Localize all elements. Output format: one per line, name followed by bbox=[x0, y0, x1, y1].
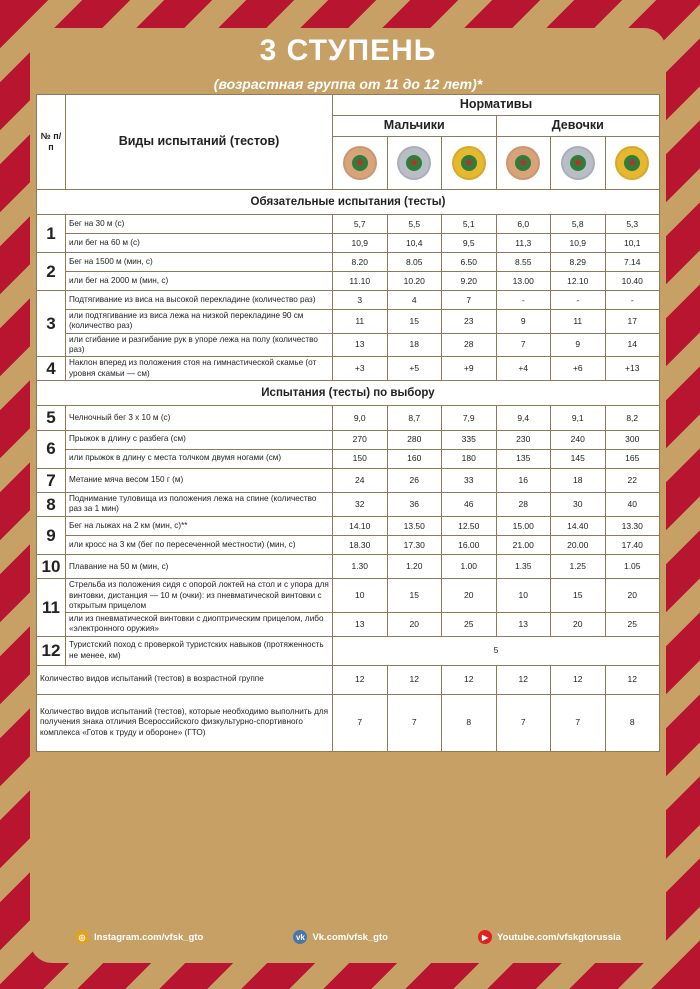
vk-icon: vk bbox=[293, 930, 307, 944]
norm-value: 14 bbox=[605, 333, 660, 357]
norm-value: 1.30 bbox=[333, 555, 388, 579]
badge-star: ★ bbox=[518, 157, 529, 169]
norm-value: 16.00 bbox=[442, 536, 497, 555]
norm-value: 4 bbox=[387, 291, 442, 310]
norm-value: 14.40 bbox=[551, 517, 606, 536]
norm-value: 7 bbox=[496, 333, 551, 357]
norm-value: 13 bbox=[496, 613, 551, 637]
norm-value: 9,4 bbox=[496, 406, 551, 430]
norm-value: - bbox=[496, 291, 551, 310]
test-number: 9 bbox=[37, 517, 66, 555]
total-value: 7 bbox=[387, 694, 442, 751]
test-name: Челночный бег 3 х 10 м (с) bbox=[66, 406, 333, 430]
norm-value: 13 bbox=[333, 613, 388, 637]
norm-value: 280 bbox=[387, 430, 442, 449]
silver-badge-icon bbox=[561, 146, 595, 180]
norm-value: 8.29 bbox=[551, 253, 606, 272]
norm-value: 13.30 bbox=[605, 517, 660, 536]
test-name: или подтягивание из виса лежа на низкой перекладине 90 см (количество раз) bbox=[66, 310, 333, 334]
norm-value: 10 bbox=[496, 579, 551, 613]
norm-value: 9,0 bbox=[333, 406, 388, 430]
norm-value: 240 bbox=[551, 430, 606, 449]
total-row bbox=[37, 694, 660, 751]
norm-value: 9 bbox=[496, 310, 551, 334]
total-value: 12 bbox=[551, 665, 606, 694]
table-row bbox=[37, 430, 660, 449]
norm-value: 6.50 bbox=[442, 253, 497, 272]
table-row bbox=[37, 406, 660, 430]
total-value: 8 bbox=[605, 694, 660, 751]
norm-value: 5 bbox=[333, 636, 660, 665]
table-row bbox=[37, 517, 660, 536]
norm-value: 11,3 bbox=[496, 234, 551, 253]
norm-value: 14.10 bbox=[333, 517, 388, 536]
norm-value: 6,0 bbox=[496, 215, 551, 234]
norm-value: 1.00 bbox=[442, 555, 497, 579]
total-value: 12 bbox=[605, 665, 660, 694]
table-row bbox=[37, 253, 660, 272]
col-tests-header: Виды испытаний (тестов) bbox=[66, 95, 333, 190]
table-row bbox=[37, 310, 660, 334]
norm-value: 15 bbox=[387, 310, 442, 334]
vk-link[interactable]: vk Vk.com/vfsk_gto bbox=[293, 930, 388, 944]
norm-value: 9,1 bbox=[551, 406, 606, 430]
norm-value: 1.25 bbox=[551, 555, 606, 579]
norm-value: 13.00 bbox=[496, 272, 551, 291]
col-number-header: № п/п bbox=[37, 95, 66, 190]
total-row bbox=[37, 665, 660, 694]
norm-value: 46 bbox=[442, 492, 497, 516]
test-name: Подтягивание из виса на высокой перекладине (количество раз) bbox=[66, 291, 333, 310]
norm-value: 18 bbox=[551, 468, 606, 492]
page-title: 3 СТУПЕНЬ bbox=[259, 34, 437, 67]
test-number: 4 bbox=[37, 357, 66, 381]
medal-cell bbox=[551, 137, 606, 190]
norm-value: +6 bbox=[551, 357, 606, 381]
badge-star: ★ bbox=[409, 157, 420, 169]
page-card bbox=[30, 28, 666, 963]
test-number: 2 bbox=[37, 253, 66, 291]
medal-wrap bbox=[391, 146, 439, 180]
norm-value: 18.30 bbox=[333, 536, 388, 555]
norm-value: 11 bbox=[551, 310, 606, 334]
table-row bbox=[37, 291, 660, 310]
norm-value: 8.55 bbox=[496, 253, 551, 272]
girls-header: Девочки bbox=[496, 116, 660, 137]
norm-value: 8.05 bbox=[387, 253, 442, 272]
norm-value: 7.14 bbox=[605, 253, 660, 272]
test-name: или кросс на 3 км (бег по пересеченной местности) (мин, с) bbox=[66, 536, 333, 555]
norm-value: 15 bbox=[551, 579, 606, 613]
medal-cell bbox=[442, 137, 497, 190]
norm-value: 15.00 bbox=[496, 517, 551, 536]
test-number: 6 bbox=[37, 430, 66, 468]
norm-value: 5,8 bbox=[551, 215, 606, 234]
table-row bbox=[37, 536, 660, 555]
norm-value: 5,1 bbox=[442, 215, 497, 234]
norm-value: 160 bbox=[387, 449, 442, 468]
norm-value: 300 bbox=[605, 430, 660, 449]
youtube-link[interactable]: ▶ Youtube.com/vfskgtorussia bbox=[478, 930, 621, 944]
instagram-icon: ◎ bbox=[75, 930, 89, 944]
table-row bbox=[37, 333, 660, 357]
page-subtitle: (возрастная группа от 11 до 12 лет)* bbox=[213, 76, 483, 92]
badge-star: ★ bbox=[354, 157, 365, 169]
norm-value: 5,7 bbox=[333, 215, 388, 234]
norm-value: 13.50 bbox=[387, 517, 442, 536]
test-name: или бег на 2000 м (мин, с) bbox=[66, 272, 333, 291]
total-value: 7 bbox=[333, 694, 388, 751]
norm-value: 10.40 bbox=[605, 272, 660, 291]
norms-table bbox=[36, 94, 660, 752]
norm-value: 17 bbox=[605, 310, 660, 334]
norm-value: 9.20 bbox=[442, 272, 497, 291]
gold-badge-icon bbox=[615, 146, 649, 180]
total-label: Количество видов испытаний (тестов), которые необходимо выполнить для получения знака отличия Всероссийского физкультурно-спортивного комплекса «Готов к труду и обороне» (ГТО) bbox=[37, 694, 333, 751]
norm-value: 7 bbox=[442, 291, 497, 310]
test-name: Бег на лыжах на 2 км (мин, с)** bbox=[66, 517, 333, 536]
norm-value: 10,9 bbox=[551, 234, 606, 253]
bronze-badge-icon bbox=[506, 146, 540, 180]
test-number: 3 bbox=[37, 291, 66, 357]
youtube-icon: ▶ bbox=[478, 930, 492, 944]
norm-value: 25 bbox=[442, 613, 497, 637]
medal-cell bbox=[605, 137, 660, 190]
norm-value: 10 bbox=[333, 579, 388, 613]
norm-value: 1.05 bbox=[605, 555, 660, 579]
test-name: или из пневматической винтовки с диоптрическим прицелом, либо «электронного оружия» bbox=[66, 613, 333, 637]
norm-value: 12.10 bbox=[551, 272, 606, 291]
table-row bbox=[37, 215, 660, 234]
norm-value: 28 bbox=[496, 492, 551, 516]
test-name: Бег на 1500 м (мин, с) bbox=[66, 253, 333, 272]
badge-star: ★ bbox=[572, 157, 583, 169]
medal-cell bbox=[333, 137, 388, 190]
norm-value: 5,3 bbox=[605, 215, 660, 234]
norm-value: 36 bbox=[387, 492, 442, 516]
norm-value: - bbox=[551, 291, 606, 310]
norm-value: 28 bbox=[442, 333, 497, 357]
norm-value: - bbox=[605, 291, 660, 310]
test-name: Наклон вперед из положения стоя на гимнастической скамье (от уровня скамьи — см) bbox=[66, 357, 333, 381]
table-row bbox=[37, 468, 660, 492]
bronze-badge-icon bbox=[343, 146, 377, 180]
norm-value: 3 bbox=[333, 291, 388, 310]
norm-value: 9,5 bbox=[442, 234, 497, 253]
test-number: 7 bbox=[37, 468, 66, 492]
norm-value: 22 bbox=[605, 468, 660, 492]
norm-value: 8,7 bbox=[387, 406, 442, 430]
total-value: 7 bbox=[496, 694, 551, 751]
norm-value: 8,2 bbox=[605, 406, 660, 430]
medal-wrap bbox=[554, 146, 602, 180]
norm-value: 23 bbox=[442, 310, 497, 334]
test-number: 5 bbox=[37, 406, 66, 430]
table-row bbox=[37, 492, 660, 516]
norm-value: +9 bbox=[442, 357, 497, 381]
test-number: 8 bbox=[37, 492, 66, 516]
medal-cell bbox=[496, 137, 551, 190]
instagram-link[interactable]: ◎ Instagram.com/vfsk_gto bbox=[75, 930, 203, 944]
section-optional-label: Испытания (тесты) по выбору bbox=[37, 381, 660, 406]
total-value: 12 bbox=[333, 665, 388, 694]
norm-value: 11.10 bbox=[333, 272, 388, 291]
norm-value: 270 bbox=[333, 430, 388, 449]
medal-wrap bbox=[609, 146, 657, 180]
medal-cell bbox=[387, 137, 442, 190]
norm-value: 20 bbox=[442, 579, 497, 613]
norm-value: 18 bbox=[387, 333, 442, 357]
section-mandatory bbox=[37, 190, 660, 215]
norm-value: 32 bbox=[333, 492, 388, 516]
test-name: или прыжок в длину с места толчком двумя ногами (см) bbox=[66, 449, 333, 468]
gold-badge-icon bbox=[452, 146, 486, 180]
test-name: или бег на 60 м (с) bbox=[66, 234, 333, 253]
table-row bbox=[37, 579, 660, 613]
test-number: 12 bbox=[37, 636, 66, 665]
norm-value: 26 bbox=[387, 468, 442, 492]
total-value: 12 bbox=[387, 665, 442, 694]
test-number: 1 bbox=[37, 215, 66, 253]
total-value: 12 bbox=[496, 665, 551, 694]
norm-value: 30 bbox=[551, 492, 606, 516]
norm-value: 9 bbox=[551, 333, 606, 357]
table-row bbox=[37, 613, 660, 637]
table-row bbox=[37, 636, 660, 665]
norm-value: 20.00 bbox=[551, 536, 606, 555]
table-row bbox=[37, 272, 660, 291]
test-name: Плавание на 50 м (мин, с) bbox=[66, 555, 333, 579]
total-value: 7 bbox=[551, 694, 606, 751]
norm-value: 10,4 bbox=[387, 234, 442, 253]
total-value: 8 bbox=[442, 694, 497, 751]
norm-value: 17.40 bbox=[605, 536, 660, 555]
medal-wrap bbox=[445, 146, 493, 180]
norm-value: 1.35 bbox=[496, 555, 551, 579]
norm-value: 180 bbox=[442, 449, 497, 468]
medal-wrap bbox=[500, 146, 548, 180]
test-number: 10 bbox=[37, 555, 66, 579]
norm-value: 1.20 bbox=[387, 555, 442, 579]
norm-value: 15 bbox=[387, 579, 442, 613]
table-row bbox=[37, 555, 660, 579]
section-optional bbox=[37, 381, 660, 406]
norm-value: 20 bbox=[387, 613, 442, 637]
norm-value: 230 bbox=[496, 430, 551, 449]
norm-value: 335 bbox=[442, 430, 497, 449]
norm-value: +4 bbox=[496, 357, 551, 381]
badge-star: ★ bbox=[463, 157, 474, 169]
header-row bbox=[37, 95, 660, 116]
norm-value: 21.00 bbox=[496, 536, 551, 555]
norm-value: 8.20 bbox=[333, 253, 388, 272]
table-row bbox=[37, 234, 660, 253]
norm-value: +5 bbox=[387, 357, 442, 381]
test-name: или сгибание и разгибание рук в упоре лежа на полу (количество раз) bbox=[66, 333, 333, 357]
norm-value: 11 bbox=[333, 310, 388, 334]
section-mandatory-label: Обязательные испытания (тесты) bbox=[37, 190, 660, 215]
norm-value: 20 bbox=[605, 579, 660, 613]
norm-value: 24 bbox=[333, 468, 388, 492]
test-name: Поднимание туловища из положения лежа на спине (количество раз за 1 мин) bbox=[66, 492, 333, 516]
test-name: Туристский поход с проверкой туристских навыков (протяженность не менее, км) bbox=[66, 636, 333, 665]
norm-value: 16 bbox=[496, 468, 551, 492]
norm-value: 10,9 bbox=[333, 234, 388, 253]
test-name: Бег на 30 м (с) bbox=[66, 215, 333, 234]
norm-value: 5,5 bbox=[387, 215, 442, 234]
silver-badge-icon bbox=[397, 146, 431, 180]
norm-value: 13 bbox=[333, 333, 388, 357]
test-name: Метание мяча весом 150 г (м) bbox=[66, 468, 333, 492]
norm-value: 145 bbox=[551, 449, 606, 468]
test-name: Стрельба из положения сидя с опорой локтей на стол и с упора для винтовки, дистанция — 10 м (очки): из пневматической винтовки с открытым прицелом bbox=[66, 579, 333, 613]
test-name: Прыжок в длину с разбега (см) bbox=[66, 430, 333, 449]
total-label: Количество видов испытаний (тестов) в возрастной группе bbox=[37, 665, 333, 694]
norm-value: 40 bbox=[605, 492, 660, 516]
norm-value: 10.20 bbox=[387, 272, 442, 291]
norm-value: 7,9 bbox=[442, 406, 497, 430]
boys-header: Мальчики bbox=[333, 116, 497, 137]
norm-value: 165 bbox=[605, 449, 660, 468]
social-footer bbox=[30, 922, 666, 952]
norm-value: 17.30 bbox=[387, 536, 442, 555]
test-number: 11 bbox=[37, 579, 66, 636]
badge-star: ★ bbox=[627, 157, 638, 169]
norm-value: +13 bbox=[605, 357, 660, 381]
norm-value: 135 bbox=[496, 449, 551, 468]
norm-value: 10,1 bbox=[605, 234, 660, 253]
normatives-header: Нормативы bbox=[333, 95, 660, 116]
norm-value: 25 bbox=[605, 613, 660, 637]
norm-value: 33 bbox=[442, 468, 497, 492]
norm-value: 20 bbox=[551, 613, 606, 637]
table-row bbox=[37, 357, 660, 381]
table-row bbox=[37, 449, 660, 468]
norm-value: 12.50 bbox=[442, 517, 497, 536]
medal-wrap bbox=[336, 146, 384, 180]
norm-value: 150 bbox=[333, 449, 388, 468]
norm-value: +3 bbox=[333, 357, 388, 381]
total-value: 12 bbox=[442, 665, 497, 694]
